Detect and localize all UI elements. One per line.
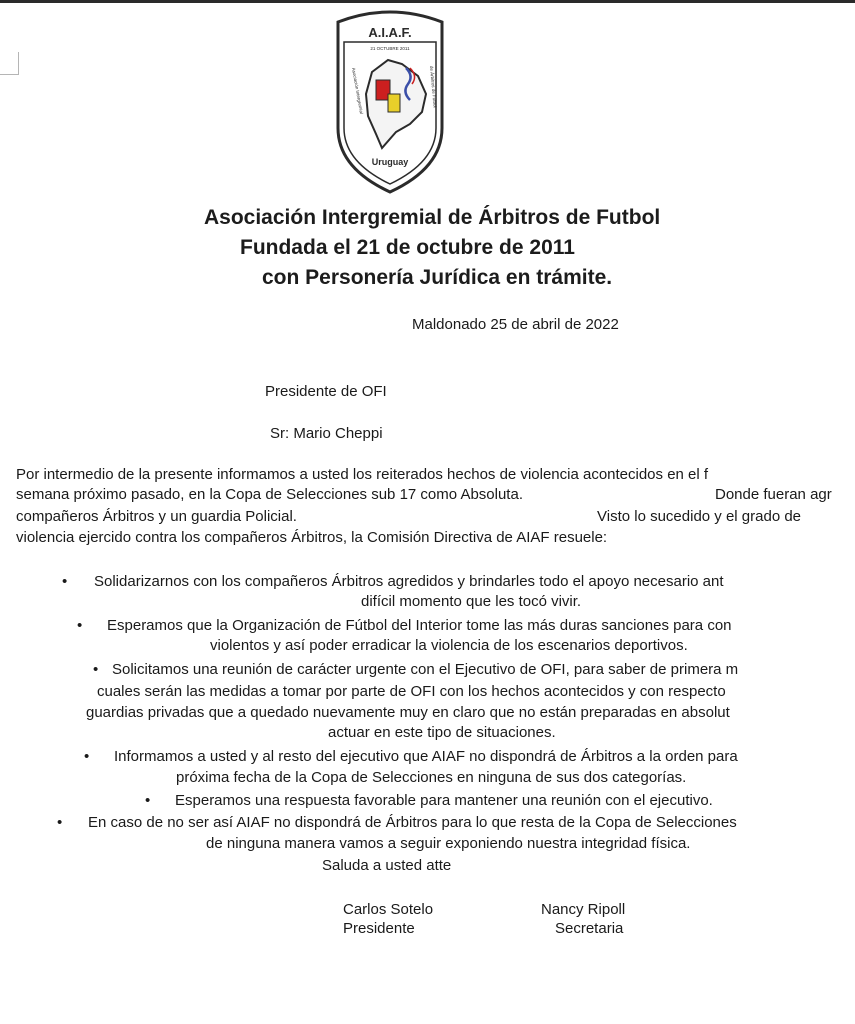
bullet-6-line-1: En caso de no ser así AIAF no dispondrá de Árbitros para lo que resta de la Copa de Selecciones bbox=[88, 814, 737, 831]
signature-1-role: Presidente bbox=[343, 920, 415, 937]
bullet-3-line-2: cuales serán las medidas a tomar por parte de OFI con los hechos acontecidos y con respecto bbox=[97, 683, 726, 700]
bullet-3-line-3: guardias privadas que a quedado nuevamente muy en claro que no están preparadas en absolut bbox=[86, 704, 730, 721]
signature-2-name: Nancy Ripoll bbox=[541, 901, 626, 918]
bullet-1-line-1: Solidarizarnos con los compañeros Árbitros agredidos y brindarles todo el apoyo necesario ant bbox=[94, 573, 724, 590]
aiaf-logo bbox=[330, 8, 450, 194]
intro-line-4: violencia ejercido contra los compañeros Árbitros, la Comisión Directiva de AIAF resuele: bbox=[16, 529, 608, 546]
bullet-icon: • bbox=[93, 661, 99, 678]
bullet-1-line-2: difícil momento que les tocó vivir. bbox=[361, 593, 582, 610]
bullet-icon: • bbox=[62, 573, 68, 590]
intro-line-1: Por intermedio de la presente informamos a usted los reiterados hechos de violencia acontecidos en el f bbox=[16, 466, 709, 483]
signature-2-role: Secretaria bbox=[555, 920, 624, 937]
bullet-5-line-1: Esperamos una respuesta favorable para mantener una reunión con el ejecutivo. bbox=[175, 792, 713, 809]
recipient-title: Presidente de OFI bbox=[265, 383, 387, 400]
header-line-3: con Personería Jurídica en trámite. bbox=[262, 266, 613, 289]
logo-right-arc: de Árbitros de Fútbol bbox=[429, 65, 438, 108]
header-line-2: Fundada el 21 de octubre de 2011 bbox=[240, 236, 575, 259]
top-border bbox=[0, 0, 855, 3]
logo-acronym: A.I.A.F. bbox=[368, 25, 412, 40]
bullet-icon: • bbox=[145, 792, 151, 809]
logo-date: 21 OCTUBRE 2011 bbox=[370, 46, 410, 51]
signature-1-name: Carlos Sotelo bbox=[343, 901, 434, 918]
place-date: Maldonado 25 de abril de 2022 bbox=[412, 316, 619, 333]
bullet-icon: • bbox=[57, 814, 63, 831]
header-line-1: Asociación Intergremial de Árbitros de Futbol bbox=[204, 206, 661, 229]
bullet-4-line-2: próxima fecha de la Copa de Selecciones en ninguna de sus dos categorías. bbox=[176, 769, 687, 786]
intro-line-2b: Donde fueran agr bbox=[715, 486, 832, 503]
page-corner-mark bbox=[0, 52, 19, 75]
recipient-name: Sr: Mario Cheppi bbox=[270, 425, 383, 442]
yellow-card-icon bbox=[388, 94, 400, 112]
bullet-2-line-1: Esperamos que la Organización de Fútbol del Interior tome las más duras sanciones para con bbox=[107, 617, 732, 634]
bullet-2-line-2: violentos y así poder erradicar la violencia de los escenarios deportivos. bbox=[210, 637, 688, 654]
intro-line-2a: semana próximo pasado, en la Copa de Selecciones sub 17 como Absoluta. bbox=[16, 486, 523, 503]
bullet-4-line-1: Informamos a usted y al resto del ejecutivo que AIAF no dispondrá de Árbitros a la orden para bbox=[114, 748, 738, 765]
bullet-icon: • bbox=[77, 617, 83, 634]
bullet-icon: • bbox=[84, 748, 90, 765]
intro-line-3a: compañeros Árbitros y un guardia Policial. bbox=[16, 508, 297, 525]
logo-country: Uruguay bbox=[371, 157, 409, 167]
bullet-3-line-4: actuar en este tipo de situaciones. bbox=[328, 724, 556, 741]
intro-line-3b: Visto lo sucedido y el grado de bbox=[597, 508, 802, 525]
bullet-3-line-1: Solicitamos una reunión de carácter urgente con el Ejecutivo de OFI, para saber de primera m bbox=[112, 661, 739, 678]
logo-left-arc: Asociación Intergremial bbox=[351, 67, 365, 115]
closing-line: Saluda a usted atte bbox=[322, 857, 452, 874]
bullet-6-line-2: de ninguna manera vamos a seguir exponiendo nuestra integridad física. bbox=[206, 835, 691, 852]
